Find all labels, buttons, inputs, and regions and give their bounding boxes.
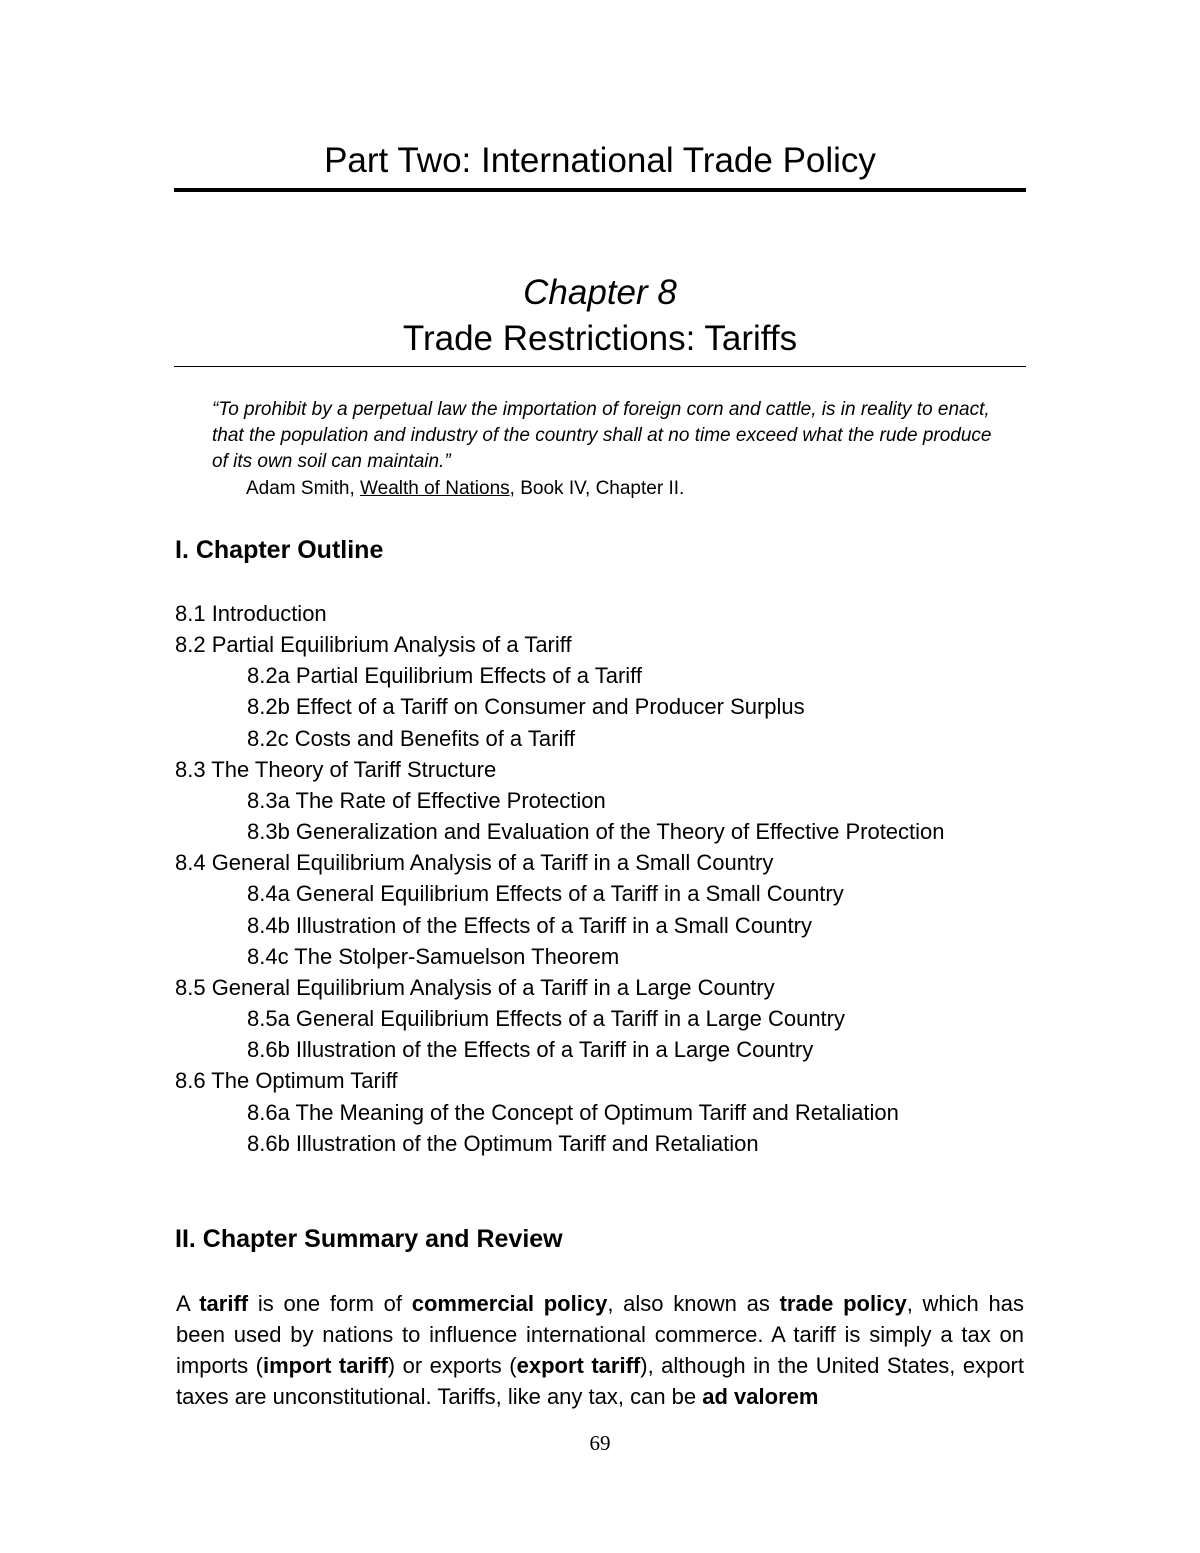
outline-subsection-item: 8.3b Generalization and Evaluation of the Theory of Effective Protection bbox=[247, 819, 945, 845]
section-heading-summary: II. Chapter Summary and Review bbox=[175, 1225, 563, 1253]
outline-section-item: 8.3 The Theory of Tariff Structure bbox=[175, 756, 497, 782]
quote-author: Adam Smith, bbox=[246, 478, 361, 499]
chapter-number: Chapter 8 bbox=[523, 273, 677, 312]
outline-subsection-item: 8.2a Partial Equilibrium Effects of a Tariff bbox=[247, 663, 642, 689]
summary-text: is one form of bbox=[248, 1291, 412, 1316]
outline-subsection-item: 8.6b Illustration of the Effects of a Tariff in a Large Country bbox=[247, 1037, 814, 1063]
part-title-rule bbox=[174, 188, 1026, 192]
outline-subsection-item: 8.2c Costs and Benefits of a Tariff bbox=[247, 725, 576, 751]
summary-text: ) or exports ( bbox=[387, 1353, 517, 1378]
chapter-title: Trade Restrictions: Tariffs bbox=[402, 319, 798, 358]
part-title: Part Two: International Trade Policy bbox=[324, 141, 876, 180]
quote-location: , Book IV, Chapter II. bbox=[509, 478, 685, 499]
summary-text: A bbox=[176, 1291, 200, 1316]
section-heading-outline: I. Chapter Outline bbox=[175, 536, 384, 564]
outline-subsection-item: 8.6a The Meaning of the Concept of Optimum Tariff and Retaliation bbox=[247, 1099, 899, 1125]
term-export-tariff: export tariff bbox=[516, 1353, 641, 1378]
term-import-tariff: import tariff bbox=[262, 1353, 388, 1378]
outline-section-item: 8.2 Partial Equilibrium Analysis of a Tariff bbox=[175, 632, 572, 658]
term-tariff: tariff bbox=[199, 1291, 249, 1316]
epigraph-attribution bbox=[246, 476, 1006, 502]
summary-paragraph bbox=[176, 1288, 1024, 1412]
quote-work-title: Wealth of Nations bbox=[360, 478, 510, 499]
outline-subsection-item: 8.4c The Stolper-Samuelson Theorem bbox=[247, 943, 620, 969]
outline-subsection-item: 8.3a The Rate of Effective Protection bbox=[247, 787, 606, 813]
outline-subsection-item: 8.4b Illustration of the Effects of a Tariff in a Small Country bbox=[247, 912, 812, 938]
term-commercial-policy: commercial policy bbox=[411, 1291, 608, 1316]
outline-section-item: 8.4 General Equilibrium Analysis of a Tariff in a Small Country bbox=[175, 850, 774, 876]
outline-subsection-item: 8.4a General Equilibrium Effects of a Tariff in a Small Country bbox=[247, 881, 844, 907]
chapter-title-rule bbox=[174, 366, 1026, 367]
summary-text: , also known as bbox=[607, 1291, 780, 1316]
summary-text: , which has been used by nations to influence international commerce. A tariff is simply a tax on imports ( bbox=[176, 1291, 1024, 1378]
outline-subsection-item: 8.5a General Equilibrium Effects of a Tariff in a Large Country bbox=[247, 1006, 845, 1032]
term-ad-valorem: ad valorem bbox=[702, 1384, 819, 1409]
page-number: 69 bbox=[589, 1431, 611, 1455]
outline-section-item: 8.5 General Equilibrium Analysis of a Tariff in a Large Country bbox=[175, 974, 775, 1000]
epigraph-quote: “To prohibit by a perpetual law the importation of foreign corn and cattle, is in reality to enact, that the population and industry of the country shall at no time exceed what the rude produce of its own soil can maintain.” bbox=[212, 399, 992, 472]
outline-subsection-item: 8.6b Illustration of the Optimum Tariff and Retaliation bbox=[247, 1130, 759, 1156]
summary-text: ), although in the United States, export taxes are unconstitutional. Tariffs, like any tax, can be bbox=[176, 1353, 1024, 1409]
outline-section-item: 8.6 The Optimum Tariff bbox=[175, 1068, 398, 1094]
chapter-outline-list bbox=[175, 598, 1025, 1159]
outline-section-item: 8.1 Introduction bbox=[175, 601, 327, 626]
outline-subsection-item: 8.2b Effect of a Tariff on Consumer and Producer Surplus bbox=[247, 694, 805, 720]
term-trade-policy: trade policy bbox=[779, 1291, 907, 1316]
